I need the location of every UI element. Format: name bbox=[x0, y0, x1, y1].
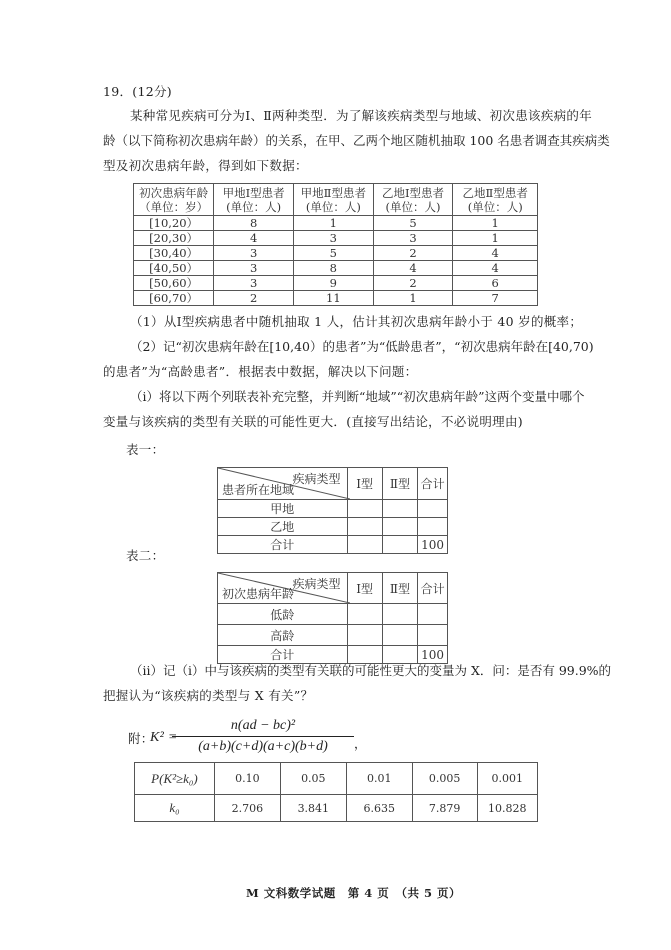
data-table-row bbox=[134, 291, 538, 306]
table1-row bbox=[218, 536, 448, 554]
header-text: 甲地Ⅰ型患者 bbox=[222, 185, 285, 200]
probability-row-label: P(K²≥k₀) bbox=[135, 763, 215, 795]
contingency-table-2 bbox=[217, 572, 448, 664]
problem-paragraph-line-1: 某种常见疾病可分为Ⅰ、Ⅱ两种类型．为了解该疾病类型与地域、初次患该疾病的年 bbox=[130, 108, 593, 123]
k-value-cell: 6.635 bbox=[346, 795, 412, 822]
table1-blank-cell[interactable] bbox=[382, 536, 417, 554]
data-table-row bbox=[134, 276, 538, 291]
count-cell: 4 bbox=[453, 246, 538, 261]
table1-row bbox=[218, 500, 448, 518]
problem-paragraph-line-2: 龄（以下简称初次患病年龄）的关系，在甲、乙两个地区随机抽取 100 名患者调查其疾病类 bbox=[103, 133, 610, 148]
table1-blank-cell[interactable] bbox=[347, 518, 382, 536]
header-unit: （单位：岁） bbox=[139, 199, 209, 214]
fraction-bar bbox=[172, 736, 354, 737]
table2-row bbox=[218, 625, 448, 646]
formula-lhs: K² = bbox=[150, 730, 178, 745]
formula-suffix: ， bbox=[354, 736, 367, 751]
contingency-table-1 bbox=[217, 467, 448, 554]
table2-corner-top: 疾病类型 bbox=[292, 577, 341, 591]
table2-row bbox=[218, 604, 448, 625]
count-cell: 4 bbox=[453, 261, 538, 276]
table2-row bbox=[218, 646, 448, 664]
header-unit: (单位：人) bbox=[385, 199, 441, 214]
data-table-row bbox=[134, 231, 538, 246]
header-unit: (单位：人) bbox=[226, 199, 282, 214]
header-text: 乙地Ⅰ型患者 bbox=[382, 185, 445, 200]
p-value-cell: 0.005 bbox=[412, 763, 477, 795]
count-cell: 1 bbox=[373, 291, 453, 306]
formula-numerator: n(ad − bc)² bbox=[230, 718, 296, 733]
table1-blank-cell[interactable] bbox=[347, 536, 382, 554]
count-cell: 5 bbox=[373, 216, 453, 231]
formula-denominator: (a+b)(c+d)(a+c)(b+d) bbox=[198, 739, 328, 754]
header-unit: (单位：人) bbox=[467, 199, 523, 214]
header-yi-type2 bbox=[453, 184, 538, 216]
header-text: 乙地Ⅱ型患者 bbox=[462, 185, 528, 200]
count-cell: 2 bbox=[214, 291, 294, 306]
header-yi-type1 bbox=[373, 184, 453, 216]
header-text: 初次患病年龄 bbox=[139, 185, 209, 200]
table2-blank-cell[interactable] bbox=[347, 604, 382, 625]
count-cell: 3 bbox=[373, 231, 453, 246]
k-value-cell: 2.706 bbox=[214, 795, 280, 822]
age-range-cell: [50,60） bbox=[134, 276, 214, 291]
k-value-row bbox=[135, 795, 538, 822]
age-range-cell: [30,40） bbox=[134, 246, 214, 261]
critical-value-table bbox=[134, 762, 538, 822]
data-table-row bbox=[134, 216, 538, 231]
table1-col-type1: Ⅰ型 bbox=[347, 468, 382, 500]
table1-blank-cell[interactable] bbox=[418, 518, 448, 536]
table1-blank-cell[interactable] bbox=[418, 500, 448, 518]
table1-corner-cell bbox=[218, 468, 348, 500]
table1-label: 表一： bbox=[126, 442, 165, 457]
table2-blank-cell[interactable] bbox=[382, 646, 417, 664]
p-value-cell: 0.01 bbox=[346, 763, 412, 795]
question-i-line-2: 变量与该疾病的类型有关联的可能性更大．(直接写出结论，不必说明理由) bbox=[103, 414, 523, 429]
age-range-cell: [40,50） bbox=[134, 261, 214, 276]
page-footer: M 文科数学试题 第 4 页 （共 5 页） bbox=[246, 886, 461, 900]
age-range-cell: [60,70） bbox=[134, 291, 214, 306]
age-range-cell: [20,30） bbox=[134, 231, 214, 246]
count-cell: 11 bbox=[293, 291, 373, 306]
table2-col-total: 合计 bbox=[418, 573, 448, 604]
table1-corner-bottom: 患者所在地域 bbox=[222, 483, 295, 497]
p-value-cell: 0.05 bbox=[280, 763, 346, 795]
table1-row-label: 乙地 bbox=[218, 518, 348, 536]
data-table-header-row bbox=[134, 184, 538, 216]
k-value-cell: 7.879 bbox=[412, 795, 477, 822]
count-cell: 3 bbox=[293, 231, 373, 246]
table2-row-label: 低龄 bbox=[218, 604, 348, 625]
count-cell: 1 bbox=[453, 216, 538, 231]
count-cell: 1 bbox=[293, 216, 373, 231]
count-cell: 8 bbox=[214, 216, 294, 231]
question-i-line-1: （i）将以下两个列联表补充完整，并判断“地域”“初次患病年龄”这两个变量中哪个 bbox=[130, 389, 585, 404]
table2-corner-bottom: 初次患病年龄 bbox=[222, 587, 295, 601]
question-2-line-2: 的患者”为“高龄患者”．根据表中数据，解决以下问题： bbox=[103, 364, 418, 379]
table1-blank-cell[interactable] bbox=[382, 518, 417, 536]
question-1: （1）从Ⅰ型疾病患者中随机抽取 1 人，估计其初次患病年龄小于 40 岁的概率； bbox=[130, 314, 583, 329]
p-value-cell: 0.10 bbox=[214, 763, 280, 795]
table1-blank-cell[interactable] bbox=[347, 500, 382, 518]
problem-paragraph-line-3: 型及初次患病年龄，得到如下数据： bbox=[103, 158, 308, 173]
table2-blank-cell[interactable] bbox=[382, 625, 417, 646]
count-cell: 6 bbox=[453, 276, 538, 291]
question-2-line-1: （2）记“初次患病年龄在[10,40）的患者”为“低龄患者”，“初次患病年龄在[40,70) bbox=[130, 339, 594, 354]
k-value-cell: 3.841 bbox=[280, 795, 346, 822]
table2-col-type2: Ⅱ型 bbox=[382, 573, 417, 604]
table1-header-row bbox=[218, 468, 448, 500]
table1-blank-cell[interactable] bbox=[382, 500, 417, 518]
table1-col-type2: Ⅱ型 bbox=[382, 468, 417, 500]
count-cell: 2 bbox=[373, 276, 453, 291]
table2-label: 表二： bbox=[126, 548, 165, 563]
count-cell: 9 bbox=[293, 276, 373, 291]
header-age bbox=[134, 184, 214, 216]
header-jia-type2 bbox=[293, 184, 373, 216]
table1-row-label: 甲地 bbox=[218, 500, 348, 518]
table2-corner-cell bbox=[218, 573, 348, 604]
k-value-cell: 10.828 bbox=[477, 795, 537, 822]
table2-header-row bbox=[218, 573, 448, 604]
table2-blank-cell[interactable] bbox=[382, 604, 417, 625]
question-ii-line-2: 把握认为“该疾病的类型与 X 有关”？ bbox=[103, 688, 314, 703]
probability-row bbox=[135, 763, 538, 795]
table1-row bbox=[218, 518, 448, 536]
table2-blank-cell[interactable] bbox=[347, 646, 382, 664]
count-cell: 4 bbox=[214, 231, 294, 246]
table1-blank-cell[interactable]: 100 bbox=[418, 536, 448, 554]
count-cell: 3 bbox=[214, 261, 294, 276]
data-table-row bbox=[134, 246, 538, 261]
count-cell: 8 bbox=[293, 261, 373, 276]
count-cell: 5 bbox=[293, 246, 373, 261]
count-cell: 3 bbox=[214, 246, 294, 261]
data-table-row bbox=[134, 261, 538, 276]
header-text: 甲地Ⅱ型患者 bbox=[300, 185, 366, 200]
count-cell: 3 bbox=[214, 276, 294, 291]
data-table bbox=[133, 183, 538, 306]
table2-row-label: 合计 bbox=[218, 646, 348, 664]
table2-col-type1: Ⅰ型 bbox=[347, 573, 382, 604]
count-cell: 2 bbox=[373, 246, 453, 261]
table2-blank-cell[interactable] bbox=[347, 625, 382, 646]
header-unit: (单位：人) bbox=[305, 199, 361, 214]
table2-blank-cell[interactable] bbox=[418, 604, 448, 625]
header-jia-type1 bbox=[214, 184, 294, 216]
p-value-cell: 0.001 bbox=[477, 763, 537, 795]
appendix-prefix: 附： bbox=[128, 731, 154, 746]
table2-blank-cell[interactable]: 100 bbox=[418, 646, 448, 664]
k-value-row-label: k₀ bbox=[135, 795, 215, 822]
count-cell: 7 bbox=[453, 291, 538, 306]
formula-fraction bbox=[172, 717, 354, 756]
table1-col-total: 合计 bbox=[418, 468, 448, 500]
table2-row-label: 高龄 bbox=[218, 625, 348, 646]
table1-row-label: 合计 bbox=[218, 536, 348, 554]
age-range-cell: [10,20） bbox=[134, 216, 214, 231]
problem-number: 19．(12分) bbox=[103, 84, 172, 99]
count-cell: 4 bbox=[373, 261, 453, 276]
table2-blank-cell[interactable] bbox=[418, 625, 448, 646]
count-cell: 1 bbox=[453, 231, 538, 246]
table1-corner-top: 疾病类型 bbox=[292, 472, 341, 486]
question-ii-line-1: （ii）记（i）中与该疾病的类型有关联的可能性更大的变量为 X．问：是否有 99.9%的 bbox=[130, 663, 612, 678]
